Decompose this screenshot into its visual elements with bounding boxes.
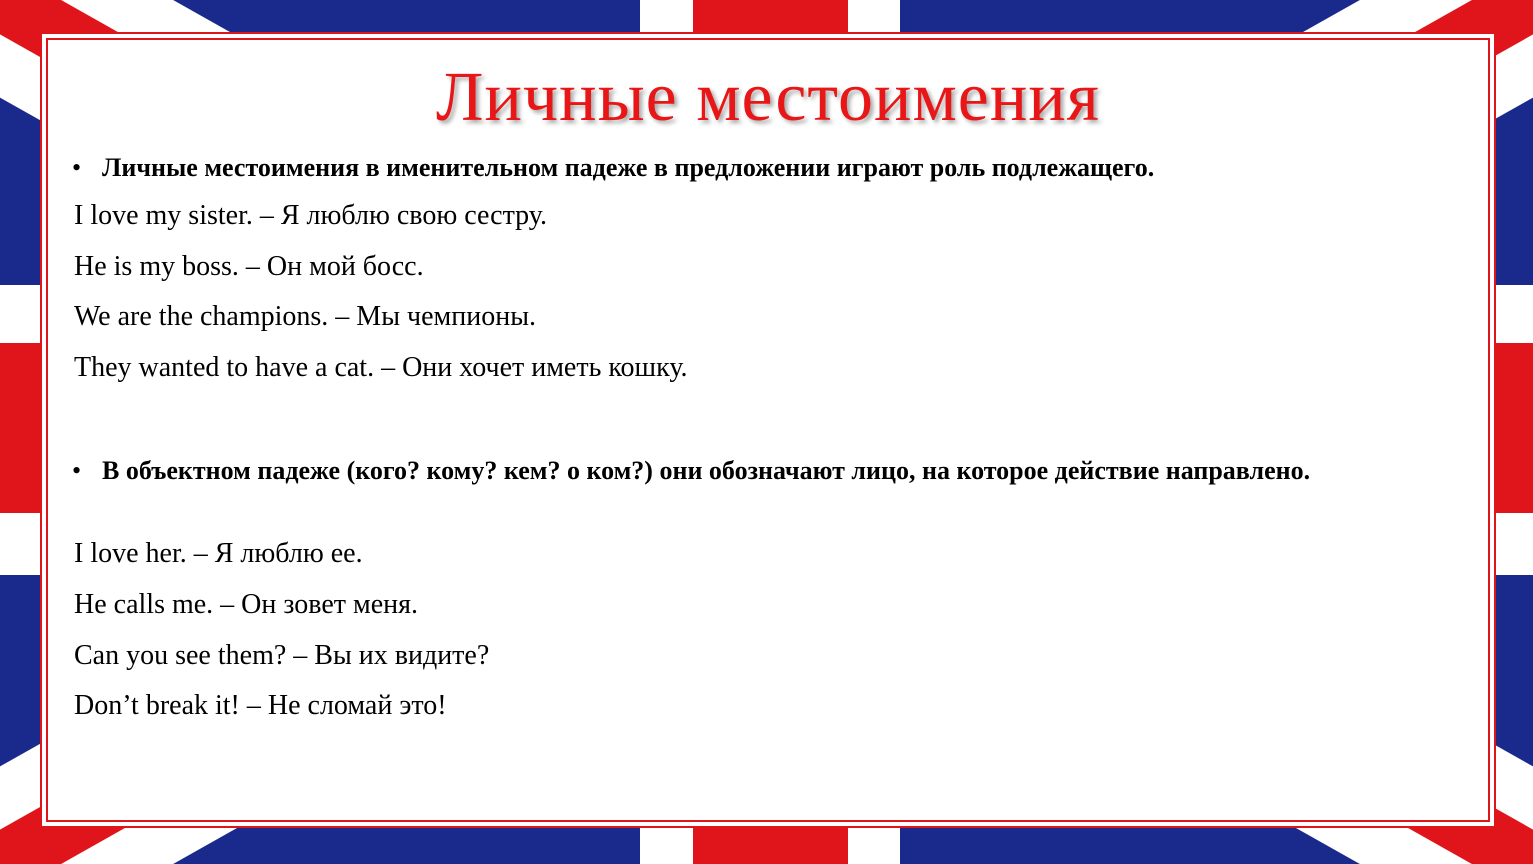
example-line: We are the champions. – Мы чемпионы. [74, 301, 537, 332]
example-line: He is my boss. – Он мой босс. [74, 251, 424, 282]
example-line: Can you see them? – Вы их видите? [74, 640, 490, 671]
bullet-text: В объектном падеже (кого? кому? кем? о ком?) они обозначают лицо, на которое действие направлено. [102, 456, 1311, 485]
slide-panel [48, 40, 1488, 820]
bullet-dot: • [72, 153, 82, 182]
example-line: Don’t break it! – Не сломай это! [74, 690, 447, 721]
bullet-object-case [72, 453, 1462, 488]
example-line: I love her. – Я люблю ее. [74, 538, 363, 569]
example-line: I love my sister. – Я люблю свою сестру. [74, 200, 547, 231]
bullet-text: Личные местоимения в именительном падеже в предложении играют роль подлежащего. [102, 153, 1155, 182]
bullet-dot: • [72, 456, 82, 485]
bullet-subject-case [72, 150, 1462, 185]
slide-title: Личные местоимения [436, 59, 1100, 136]
example-line: He calls me. – Он зовет меня. [74, 589, 418, 620]
example-line: They wanted to have a cat. – Они хочет иметь кошку. [74, 352, 688, 383]
